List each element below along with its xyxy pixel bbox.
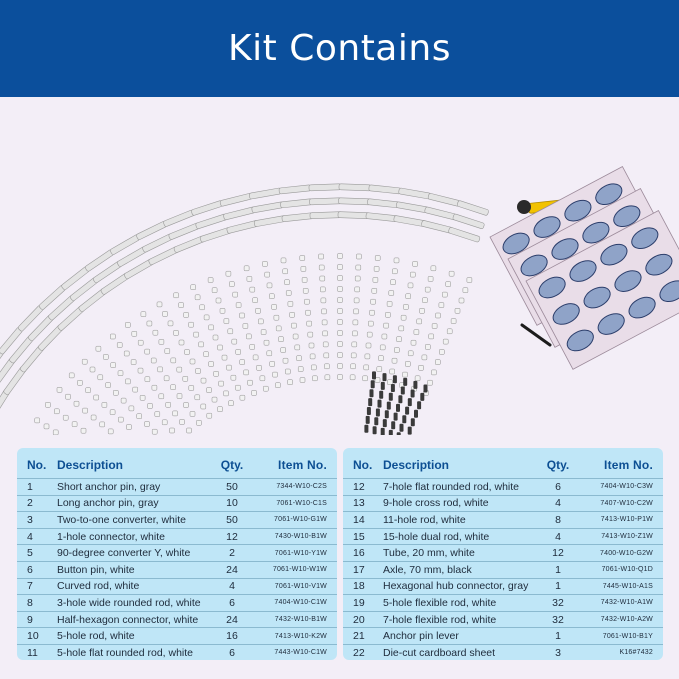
cell-qty: 50 [207,512,257,529]
cell-no: 22 [343,644,383,660]
table-row [17,628,337,645]
col-header-item-no: Item No. [604,458,653,472]
table-row [17,545,337,562]
cell-qty: 6 [207,644,257,660]
cell-no: 1 [17,479,57,496]
cell-qty: 4 [533,495,583,512]
table-row [17,512,337,529]
col-header-description: Description [57,458,124,472]
cell-no: 6 [17,561,57,578]
table-row [17,479,337,496]
cell-no: 18 [343,578,383,595]
cell-qty: 8 [533,512,583,529]
cell-qty: 6 [207,595,257,612]
table-row [343,528,663,545]
table-row [343,495,663,512]
table-row [17,495,337,512]
cell-no: 4 [17,528,57,545]
cell-qty: 6 [533,479,583,496]
cell-item-no: 7344-W10-C2S [257,479,337,496]
cell-no: 17 [343,561,383,578]
cell-description: Short anchor pin, gray [57,479,207,496]
header-banner [0,0,679,97]
cell-description: 5-hole flat rounded rod, white [57,644,207,660]
cell-description: 11-hole rod, white [383,512,533,529]
table-row [343,545,663,562]
table-row [343,611,663,628]
table-row [343,512,663,529]
cell-description: 5-hole rod, white [57,628,207,645]
cell-item-no: 7413-W10-Z1W [583,528,663,545]
cell-item-no: 7061-W10-V1W [257,578,337,595]
cell-qty: 12 [533,545,583,562]
cell-item-no: 7443-W10-C1W [257,644,337,660]
col-header-no: No. [27,458,47,472]
cell-description: 7-hole flat rounded rod, white [383,479,533,496]
cell-qty: 3 [533,644,583,660]
cell-item-no: 7061-W10-Q1D [583,561,663,578]
cell-no: 12 [343,479,383,496]
table-row [17,644,337,660]
cell-qty: 32 [533,611,583,628]
cell-no: 13 [343,495,383,512]
table-header-row [343,448,663,479]
cell-no: 5 [17,545,57,562]
table-row [17,595,337,612]
cell-qty: 12 [207,528,257,545]
cell-description: 15-hole dual rod, white [383,528,533,545]
cell-item-no: 7404-W10-C1W [257,595,337,612]
cell-item-no: 7432-W10-A1W [583,595,663,612]
cell-no: 3 [17,512,57,529]
cell-description: Die-cut cardboard sheet [383,644,533,660]
cell-description: Curved rod, white [57,578,207,595]
cell-description: 1-hole connector, white [57,528,207,545]
cell-no: 19 [343,595,383,612]
cell-no: 15 [343,528,383,545]
cell-qty: 10 [207,495,257,512]
cell-item-no: 7400-W10-G2W [583,545,663,562]
cell-item-no: 7061-W10-B1Y [583,628,663,645]
cell-item-no: K16#7432 [583,644,663,660]
cell-no: 21 [343,628,383,645]
table-row [343,578,663,595]
cell-qty: 16 [207,628,257,645]
col-header-item-no: Item No. [278,458,327,472]
cell-item-no: 7061-W10-Y1W [257,545,337,562]
cell-qty: 4 [533,528,583,545]
cell-description: Button pin, white [57,561,207,578]
cell-description: Axle, 70 mm, black [383,561,533,578]
cell-no: 9 [17,611,57,628]
cell-no: 7 [17,578,57,595]
table-row [17,528,337,545]
cell-qty: 24 [207,561,257,578]
cell-no: 20 [343,611,383,628]
table-row [343,644,663,660]
cell-description: Long anchor pin, gray [57,495,207,512]
cell-item-no: 7413-W10-P1W [583,512,663,529]
table-row [17,611,337,628]
table-row [343,479,663,496]
table-row [343,561,663,578]
parts-table-right [343,448,663,660]
table-row [343,595,663,612]
col-header-qty: Qty. [546,458,570,472]
cell-description: Half-hexagon connector, white [57,611,207,628]
cell-item-no: 7061-W10-W1W [257,561,337,578]
cell-qty: 50 [207,479,257,496]
table-row [17,578,337,595]
cell-qty: 32 [533,595,583,612]
cell-no: 16 [343,545,383,562]
cell-item-no: 7061-W10-C1S [257,495,337,512]
cell-qty: 1 [533,578,583,595]
cell-description: 5-hole flexible rod, white [383,595,533,612]
cell-item-no: 7445-W10-A1S [583,578,663,595]
cell-item-no: 7407-W10-C2W [583,495,663,512]
cell-item-no: 7432-W10-A2W [583,611,663,628]
cell-item-no: 7061-W10-G1W [257,512,337,529]
cell-no: 14 [343,512,383,529]
table-row [343,628,663,645]
col-header-description: Description [383,458,450,472]
cell-description: Two-to-one converter, white [57,512,207,529]
cell-qty: 1 [533,561,583,578]
cell-description: Tube, 20 mm, white [383,545,533,562]
cell-description: 3-hole wide rounded rod, white [57,595,207,612]
cell-qty: 24 [207,611,257,628]
cell-item-no: 7432-W10-B1W [257,611,337,628]
col-header-no: No. [353,458,373,472]
col-header-qty: Qty. [220,458,244,472]
page-title: Kit Contains [228,28,451,69]
cell-no: 8 [17,595,57,612]
cell-no: 2 [17,495,57,512]
cell-item-no: 7413-W10-K2W [257,628,337,645]
kit-parts-photo [0,97,679,435]
cell-qty: 4 [207,578,257,595]
cell-description: 7-hole flexible rod, white [383,611,533,628]
table-row [17,561,337,578]
cell-description: 90-degree converter Y, white [57,545,207,562]
kit-parts-illustration [0,97,679,435]
cell-qty: 1 [533,628,583,645]
cell-description: Hexagonal hub connector, gray [383,578,533,595]
cell-description: 9-hole cross rod, white [383,495,533,512]
cell-qty: 2 [207,545,257,562]
cell-description: Anchor pin lever [383,628,533,645]
cell-no: 11 [17,644,57,660]
table-header-row [17,448,337,479]
cell-item-no: 7404-W10-C3W [583,479,663,496]
cell-no: 10 [17,628,57,645]
cell-item-no: 7430-W10-B1W [257,528,337,545]
parts-table-left [17,448,337,660]
